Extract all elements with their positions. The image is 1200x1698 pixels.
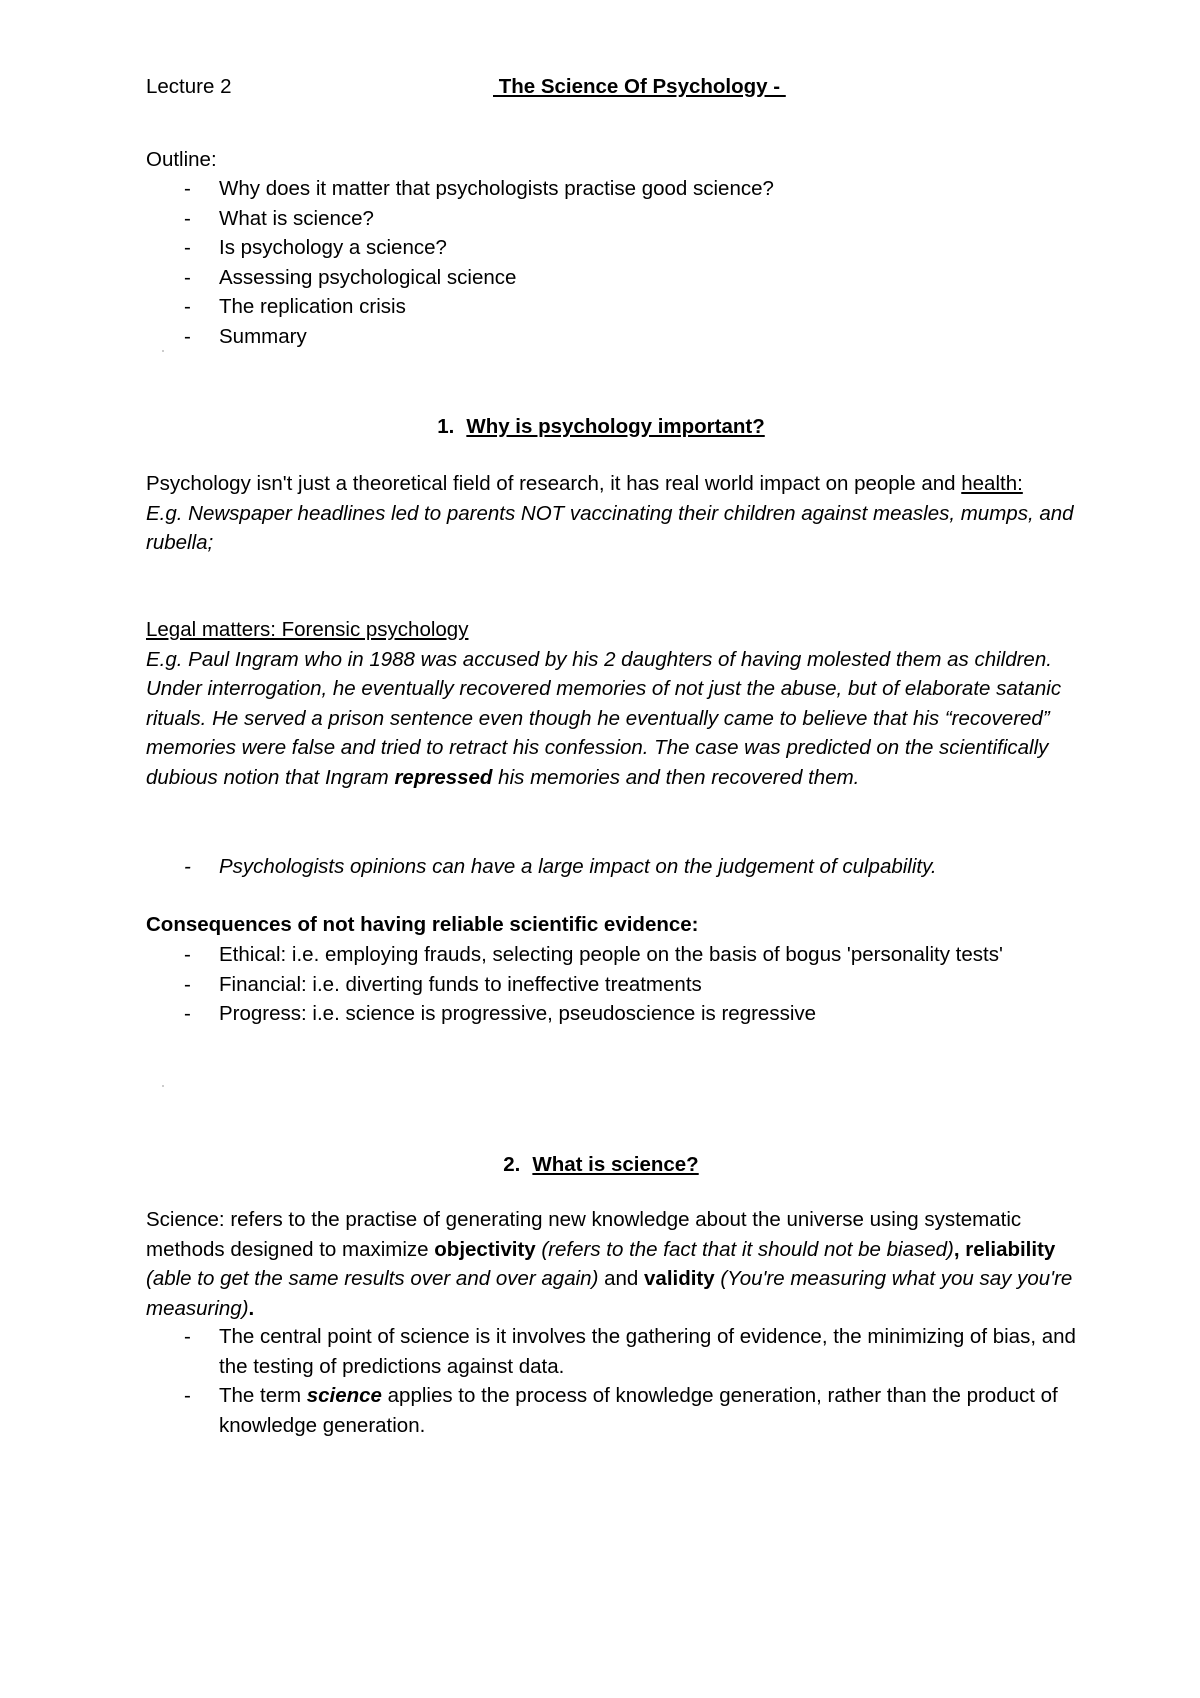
section-2-title: What is science? [532, 1153, 699, 1176]
definition-and: and [598, 1267, 645, 1290]
validity-term: validity [644, 1267, 715, 1290]
ingram-text-end: his memories and then recovered them. [492, 765, 860, 789]
science-points-list [146, 1322, 1076, 1440]
science-term: science [306, 1384, 382, 1407]
point-text-end: applies to the process of knowledge generation, rather than the product of knowledge generation. [219, 1384, 1058, 1437]
consequences-heading: Consequences of not having reliable scientific evidence: [146, 913, 699, 936]
ingram-text: E.g. Paul Ingram who in 1988 was accused by his 2 daughters of having molested them as children. Under interrogation, he eventually recovered memories of not just the abuse, but of elaborate satanic rituals. He served a prison sentence even though he eventually came to believe that his “recovered” memories were false and tried to retract his confession. The case was predicted on the scientifically dubious notion that Ingram [146, 647, 1062, 789]
document-title: The Science Of Psychology - [493, 75, 786, 98]
consequence-item: - Financial: i.e. diverting funds to ineffective treatments [146, 970, 1076, 1000]
section-1-intro [146, 469, 1076, 558]
outline-item: - Why does it matter that psychologists practise good science? [146, 174, 1076, 204]
science-definition [146, 1205, 1076, 1323]
outline-item: - Is psychology a science? [146, 233, 1076, 263]
intro-underlined: health: [961, 472, 1023, 495]
consequences-list [146, 940, 1076, 1029]
repressed-term: repressed [394, 765, 493, 789]
legal-heading: Legal matters: Forensic psychology [146, 618, 469, 641]
ingram-example [146, 645, 1076, 793]
outline-label: Outline: [146, 148, 217, 171]
vaccination-example: E.g. Newspaper headlines led to parents NOT vaccinating their children against measles, mumps, and rubella; [146, 501, 1074, 554]
consequence-item: - Ethical: i.e. employing frauds, selecting people on the basis of bogus 'personality tests' [146, 940, 1076, 970]
outline-item: - Summary [146, 322, 1076, 352]
point-text: The term [219, 1384, 307, 1407]
validity-note: (You're measuring what you say you're measuring) [146, 1267, 1073, 1320]
culpability-note: - Psychologists opinions can have a large impact on the judgement of culpability. [146, 852, 1076, 882]
definition-text: Science: refers to the practise of generating new knowledge about the universe using systematic methods designed to maximize [146, 1208, 1022, 1261]
section-1-heading [146, 412, 1056, 442]
outline-list [146, 174, 1076, 351]
stray-mark [162, 350, 164, 352]
outline-item: - The replication crisis [146, 292, 1076, 322]
culpability-note-list [146, 852, 1076, 882]
intro-paragraph [146, 469, 1076, 499]
section-1-title: Why is psychology important? [466, 415, 765, 438]
science-point [146, 1381, 1076, 1440]
section-1-number: 1. [437, 415, 455, 438]
page-header [146, 72, 1056, 102]
science-point: - The central point of science is it involves the gathering of evidence, the minimizing of bias, and the testing of predictions against data. [146, 1322, 1076, 1381]
section-2-heading [146, 1150, 1056, 1180]
definition-comma: , [953, 1237, 966, 1261]
outline-item: - What is science? [146, 204, 1076, 234]
objectivity-note: (refers to the fact that it should not be biased) [535, 1237, 954, 1261]
reliability-note: (able to get the same results over and over again) [146, 1267, 599, 1290]
stray-mark [162, 1085, 164, 1087]
objectivity-term: objectivity [434, 1237, 536, 1261]
intro-text: Psychology isn't just a theoretical field of research, it has real world impact on people and [146, 472, 962, 495]
lecture-label: Lecture 2 [146, 75, 232, 98]
definition-paragraph [146, 1205, 1076, 1323]
legal-block [146, 615, 1076, 792]
definition-period: . [248, 1296, 255, 1320]
section-2-number: 2. [503, 1153, 521, 1176]
reliability-term: reliability [965, 1237, 1056, 1261]
consequence-item: - Progress: i.e. science is progressive, pseudoscience is regressive [146, 999, 1076, 1029]
outline-item: - Assessing psychological science [146, 263, 1076, 293]
